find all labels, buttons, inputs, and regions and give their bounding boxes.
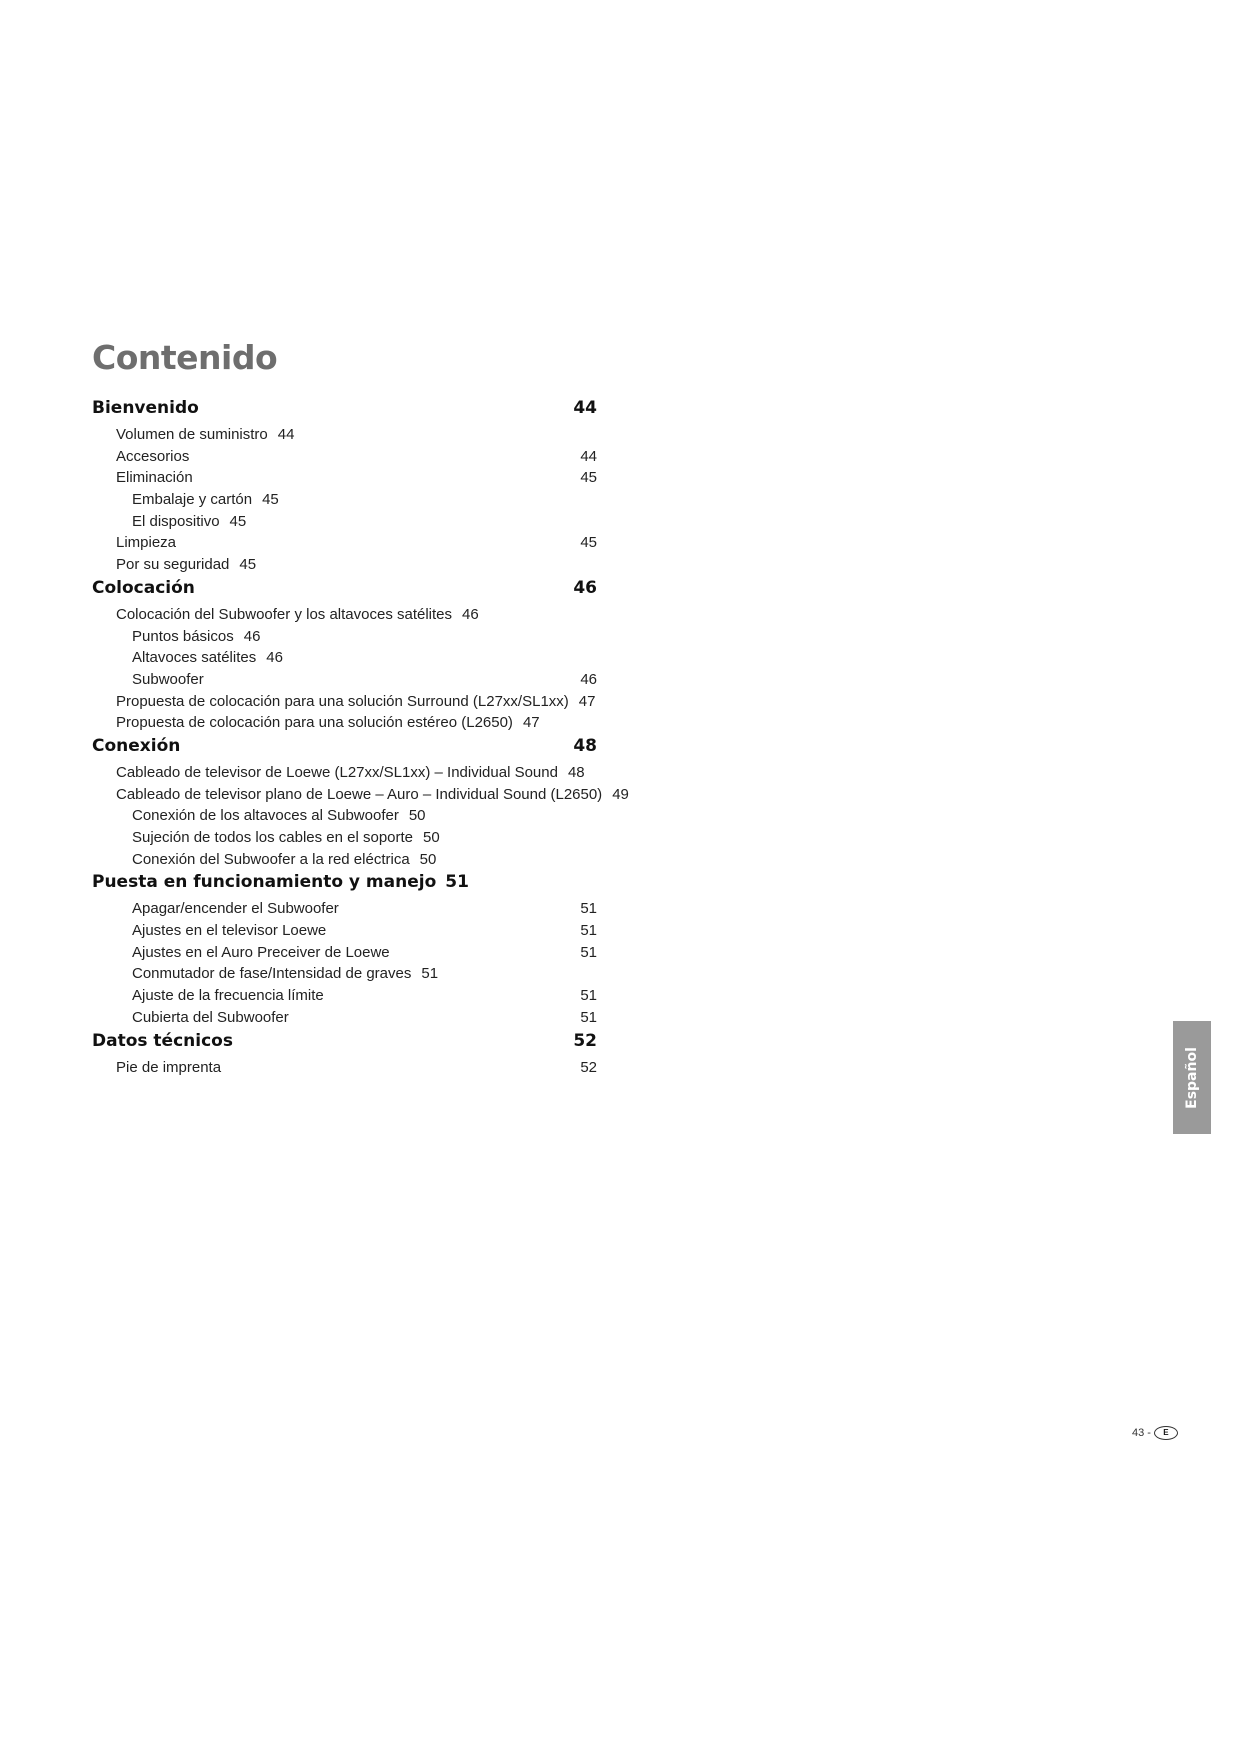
- toc-entry-line: [116, 604, 479, 626]
- toc-entry-line: [132, 511, 246, 533]
- toc-entry-label: Ajuste de la frecuencia límite: [132, 987, 324, 1005]
- toc-entry-label: Limpieza: [116, 534, 177, 552]
- toc-page-number: 45: [262, 491, 279, 509]
- toc-entry-label: Cubierta del Subwoofer: [132, 1008, 289, 1026]
- toc-entry-line: [116, 784, 629, 806]
- toc-page-number: 46: [462, 605, 479, 623]
- toc-page-number: 46: [580, 670, 597, 688]
- toc-page-number: 50: [423, 829, 440, 846]
- toc-entry-text: Colocación del Subwoofer y los altavoces satélites: [116, 605, 453, 623]
- toc-entry-label: Subwoofer: [132, 670, 204, 688]
- toc-entry[interactable]: [92, 762, 597, 784]
- page-title: Contenido: [92, 338, 278, 377]
- toc-entry-text: Conexión de los altavoces al Subwoofer: [132, 807, 399, 825]
- toc-page-number: 45: [580, 534, 597, 552]
- page-number: 43 -: [1132, 1427, 1151, 1439]
- toc-entry[interactable]: [92, 669, 597, 691]
- toc-page-number: 46: [266, 649, 283, 667]
- toc-entry[interactable]: [92, 626, 597, 648]
- toc-page-number: 51: [580, 900, 597, 918]
- toc-entry-text: Cableado de televisor de Loewe (L27xx/SL1xx) – Individual Sound: [116, 763, 558, 781]
- toc-entry-text: Por su seguridad: [116, 556, 230, 574]
- toc-entry-line: [116, 424, 294, 446]
- toc-page-number: 45: [229, 512, 247, 530]
- toc-page-number: 52: [580, 1058, 597, 1076]
- toc-page-number: 45: [239, 556, 257, 574]
- toc-entry-label: Ajustes en el Auro Preceiver de Loewe: [132, 943, 390, 961]
- toc-entry-line: [132, 805, 426, 827]
- toc-entry-text: El dispositivo: [132, 512, 220, 530]
- toc-entry-line: [116, 762, 585, 784]
- toc-entry-line: [116, 712, 540, 734]
- toc-entry-text: Cableado de televisor plano de Loewe – Auro – Individual Sound (L2650): [116, 785, 603, 803]
- toc-entry[interactable]: [92, 532, 597, 554]
- toc-entry-label: Accesorios: [116, 447, 190, 465]
- toc-entry[interactable]: [92, 920, 597, 942]
- toc-entry-label: Eliminación: [116, 469, 193, 487]
- toc-page-number: 52: [573, 1030, 597, 1051]
- toc-page-number: 46: [573, 577, 597, 598]
- toc-entry[interactable]: [92, 1057, 597, 1079]
- toc-entry-line: [132, 489, 279, 511]
- toc-entry[interactable]: [92, 467, 597, 489]
- toc-page-number: 51: [580, 1008, 597, 1026]
- toc-page-number: 51: [580, 943, 597, 961]
- toc-entry[interactable]: [92, 424, 597, 446]
- toc-entry-label: Conexión: [92, 735, 181, 756]
- toc-section[interactable]: [92, 734, 597, 762]
- table-of-contents: [92, 396, 629, 1078]
- toc-entry-line: [116, 691, 595, 713]
- toc-entry-label: Bienvenido: [92, 398, 199, 418]
- toc-entry-label: Apagar/encender el Subwoofer: [132, 900, 339, 918]
- toc-entry[interactable]: [92, 604, 597, 626]
- toc-section[interactable]: [92, 870, 597, 898]
- toc-page-number: 50: [408, 807, 426, 825]
- toc-page-number: 47: [522, 714, 540, 732]
- toc-entry[interactable]: [92, 554, 597, 576]
- toc-page-number: 51: [421, 965, 439, 983]
- toc-entry-text: Volumen de suministro: [116, 426, 268, 443]
- toc-entry-line: [92, 872, 469, 892]
- toc-page-number: 48: [567, 763, 585, 781]
- toc-page-number: 46: [243, 627, 261, 645]
- toc-page-number: 44: [277, 426, 295, 443]
- toc-entry-line: [116, 554, 256, 576]
- toc-entry-text: Conmutador de fase/Intensidad de graves: [132, 965, 412, 983]
- toc-section[interactable]: [92, 1029, 597, 1057]
- toc-entry[interactable]: [92, 489, 597, 511]
- toc-entry-label: Colocación: [92, 577, 195, 598]
- toc-entry-line: [132, 827, 440, 849]
- toc-entry[interactable]: [92, 511, 597, 533]
- toc-page-number: 49: [612, 785, 629, 803]
- toc-entry-line: [132, 963, 438, 985]
- page-footer: [1132, 1426, 1178, 1440]
- toc-entry-text: Altavoces satélites: [132, 649, 257, 667]
- language-tab-label: Español: [1184, 1046, 1200, 1109]
- toc-entry[interactable]: [92, 898, 597, 920]
- toc-section[interactable]: [92, 396, 597, 424]
- toc-entry[interactable]: [92, 942, 597, 964]
- toc-entry[interactable]: [92, 712, 597, 734]
- toc-entry-label: Pie de imprenta: [116, 1058, 222, 1076]
- toc-entry[interactable]: [92, 446, 597, 468]
- toc-entry[interactable]: [92, 1007, 597, 1029]
- toc-page-number: 50: [419, 850, 437, 868]
- toc-entry[interactable]: [92, 827, 597, 849]
- toc-entry-text: Sujeción de todos los cables en el soporte: [132, 829, 414, 846]
- toc-entry-line: [132, 849, 436, 871]
- toc-entry-label: Ajustes en el televisor Loewe: [132, 922, 327, 940]
- toc-entry-text: Propuesta de colocación para una solución Surround (L27xx/SL1xx): [116, 692, 569, 710]
- toc-entry-text: Embalaje y cartón: [132, 491, 253, 509]
- toc-entry[interactable]: [92, 647, 597, 669]
- toc-entry-line: [132, 647, 283, 669]
- toc-page-number: 51: [445, 872, 469, 893]
- toc-entry-label: Datos técnicos: [92, 1030, 233, 1051]
- toc-entry[interactable]: [92, 849, 597, 871]
- toc-page-number: 51: [580, 922, 597, 940]
- toc-page-number: 47: [578, 692, 596, 710]
- language-badge-icon: E: [1154, 1426, 1178, 1440]
- language-tab[interactable]: [1173, 1021, 1211, 1134]
- toc-entry-text: Conexión del Subwoofer a la red eléctrica: [132, 850, 410, 868]
- toc-page-number: 44: [573, 398, 597, 418]
- toc-entry-text: Puesta en funcionamiento y manejo: [92, 872, 437, 893]
- toc-entry[interactable]: [92, 985, 597, 1007]
- toc-section[interactable]: [92, 576, 597, 604]
- toc-entry[interactable]: [92, 784, 629, 806]
- toc-entry[interactable]: [92, 691, 597, 713]
- toc-entry[interactable]: [92, 805, 597, 827]
- toc-page-number: 44: [580, 447, 597, 465]
- toc-page-number: 51: [580, 987, 597, 1005]
- toc-entry-text: Propuesta de colocación para una solución estéreo (L2650): [116, 714, 513, 732]
- toc-page-number: 48: [573, 735, 597, 756]
- toc-entry[interactable]: [92, 963, 597, 985]
- toc-entry-line: [132, 626, 260, 648]
- toc-entry-text: Puntos básicos: [132, 627, 234, 645]
- toc-page-number: 45: [580, 469, 597, 487]
